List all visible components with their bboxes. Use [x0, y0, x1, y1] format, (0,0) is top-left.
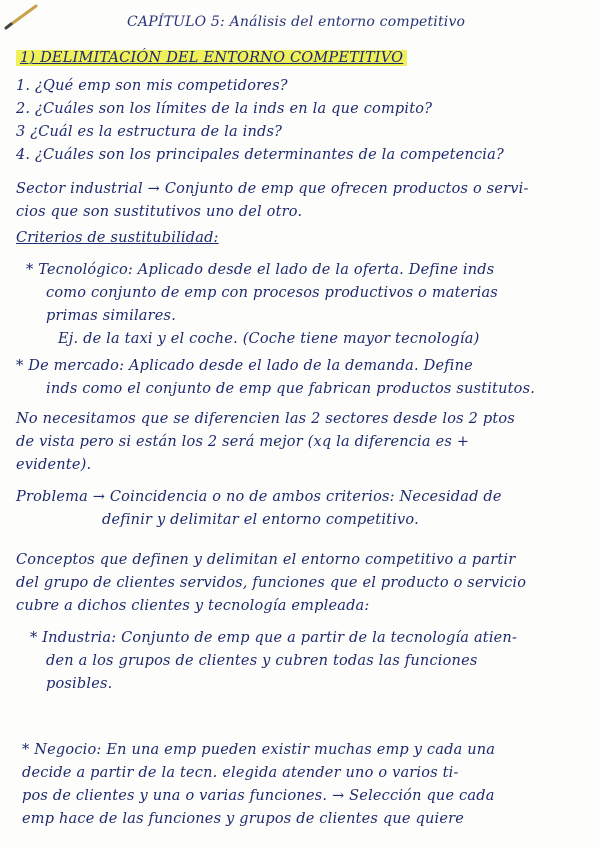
tecnologico-line-2: como conjunto de emp con procesos productivos o materias	[46, 285, 498, 301]
no-necesitamos-line-3: evidente).	[16, 457, 92, 473]
problema-line-1: Problema → Coincidencia o no de ambos criterios: Necesidad de	[16, 489, 502, 505]
industria-line-3: posibles.	[46, 676, 113, 692]
question-2: 2. ¿Cuáles son los límites de la inds en la que compito?	[16, 101, 433, 117]
criterios-heading: Criterios de sustitubilidad:	[16, 230, 219, 246]
negocio-line-4: emp hace de las funciones y grupos de clientes que quiere	[22, 811, 465, 827]
sector-definition-line-2: cios que son sustitutivos uno del otro.	[16, 204, 303, 220]
industria-line-1: * Industria: Conjunto de emp que a partir de la tecnología atien-	[30, 630, 518, 646]
conceptos-line-2: del grupo de clientes servidos, funciones que el producto o servicio	[16, 575, 527, 591]
question-1: 1. ¿Qué emp son mis competidores?	[16, 78, 288, 94]
question-3: 3 ¿Cuál es la estructura de la inds?	[16, 124, 283, 140]
pencil-icon	[2, 2, 42, 32]
question-4: 4. ¿Cuáles son los principales determinantes de la competencia?	[16, 147, 504, 163]
tecnologico-line-1: * Tecnológico: Aplicado desde el lado de la oferta. Define inds	[26, 262, 495, 278]
section-heading-text: 1) DELIMITACIÓN DEL ENTORNO COMPETITIVO	[16, 50, 407, 66]
mercado-line-1: * De mercado: Aplicado desde el lado de la demanda. Define	[16, 358, 473, 374]
no-necesitamos-line-1: No necesitamos que se diferencien las 2 sectores desde los 2 ptos	[16, 411, 515, 427]
negocio-line-1: * Negocio: En una emp pueden existir muchas emp y cada una	[22, 742, 496, 758]
problema-line-2: definir y delimitar el entorno competitivo.	[102, 512, 419, 528]
section-heading	[16, 50, 407, 66]
industria-line-2: den a los grupos de clientes y cubren todas las funciones	[46, 653, 478, 669]
mercado-line-2: inds como el conjunto de emp que fabrican productos sustitutos.	[46, 381, 536, 397]
page-title: CAPÍTULO 5: Análisis del entorno competitivo	[127, 14, 466, 30]
sector-definition-line-1: Sector industrial → Conjunto de emp que ofrecen productos o servi-	[16, 181, 529, 197]
no-necesitamos-line-2: de vista pero si están los 2 será mejor (xq la diferencia es +	[16, 434, 470, 450]
tecnologico-line-3: primas similares.	[46, 308, 177, 324]
negocio-line-3: pos de clientes y una o varias funciones. → Selección que cada	[22, 788, 495, 804]
conceptos-line-3: cubre a dichos clientes y tecnología empleada:	[16, 598, 370, 614]
negocio-line-2: decide a partir de la tecn. elegida atender uno o varios ti-	[22, 765, 459, 781]
tecnologico-example: Ej. de la taxi y el coche. (Coche tiene mayor tecnología)	[58, 331, 480, 347]
conceptos-line-1: Conceptos que definen y delimitan el entorno competitivo a partir	[16, 552, 516, 568]
